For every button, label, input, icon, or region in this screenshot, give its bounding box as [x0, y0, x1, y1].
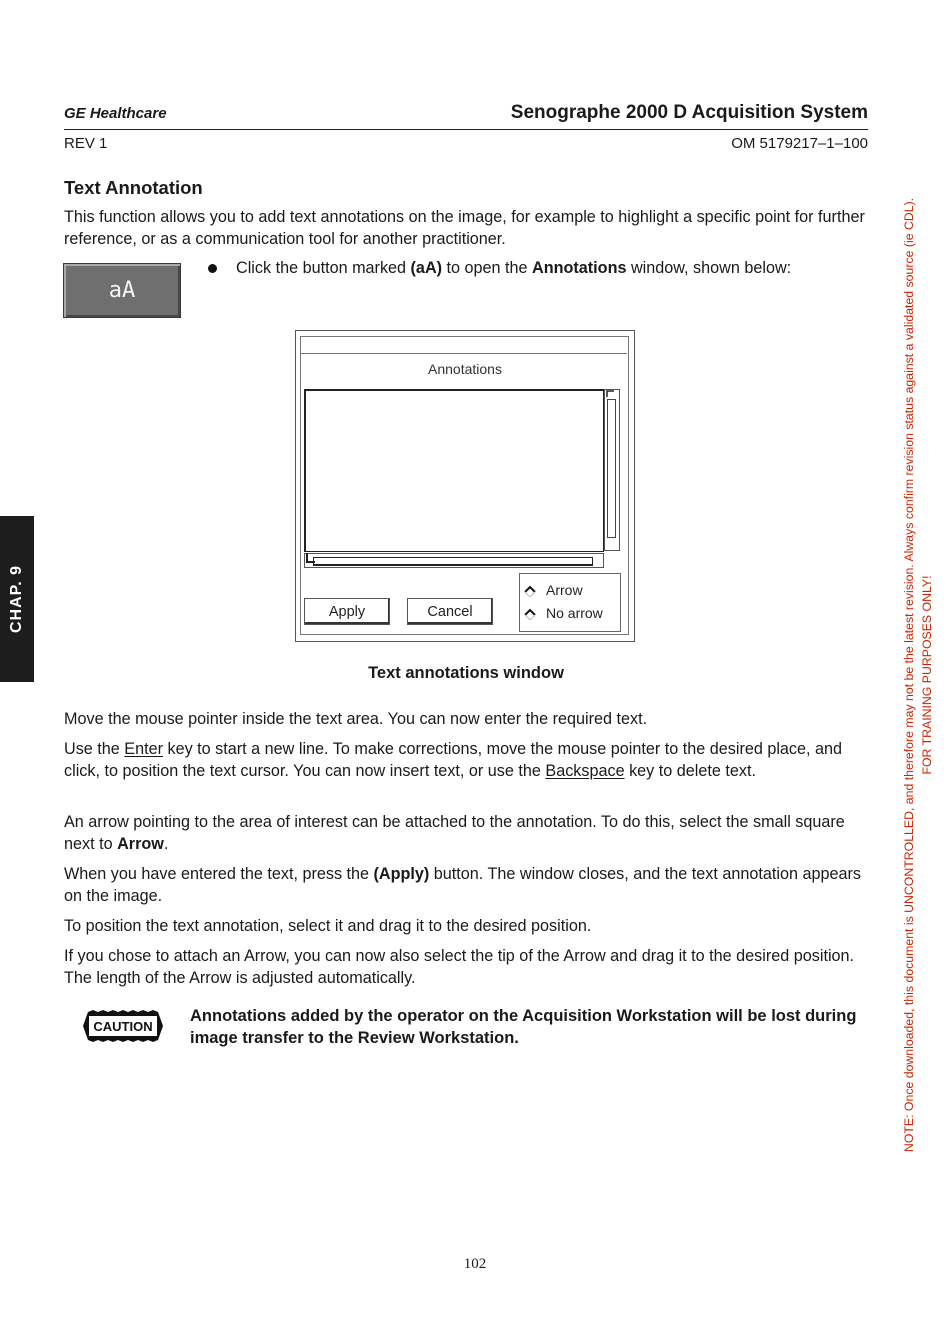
radio-diamond-icon[interactable]	[524, 584, 536, 596]
arrow-option-label: Arrow	[546, 582, 583, 598]
paragraph-apply: When you have entered the text, press the (Apply) button. The window closes, and the text annotation appears on the image.	[64, 865, 861, 905]
scroll-left-arrow-icon[interactable]	[306, 552, 316, 566]
paragraph-arrow: An arrow pointing to the area of interest can be attached to the annotation. To do this, select the small square next to Arrow.	[64, 813, 845, 853]
no-arrow-radio-option[interactable]	[524, 605, 603, 621]
side-note-line1: NOTE: Once downloaded, this document is UNCONTROLLED, and therefore may not be the latest revision. Always confirm revision status against a validated source (ie CDL).	[902, 197, 916, 1153]
annotations-window-title: Annotations	[428, 361, 502, 377]
aa-button-illustration: aA	[63, 263, 181, 318]
paragraph-enter-text: Move the mouse pointer inside the text area. You can now enter the required text.	[64, 710, 648, 728]
paragraph-position: To position the text annotation, select it and drag it to the desired position.	[64, 917, 592, 935]
header-revision: REV 1	[64, 135, 108, 152]
header-company: GE Healthcare	[64, 105, 167, 122]
vertical-scrollbar-thumb[interactable]	[607, 399, 616, 538]
uncontrolled-document-note	[900, 198, 936, 1152]
header-system-title: Senographe 2000 D Acquisition System	[510, 102, 868, 123]
bullet-icon	[208, 264, 217, 273]
radio-diamond-icon[interactable]	[524, 607, 536, 619]
caution-text: Annotations added by the operator on the Acquisition Workstation will be lost during image transfer to the Review Workstation.	[190, 1007, 857, 1047]
no-arrow-option-label: No arrow	[546, 605, 603, 621]
chapter-tab-label: CHAP. 9	[8, 564, 25, 634]
apply-button[interactable]: Apply	[304, 598, 390, 625]
page-number: 102	[463, 1256, 487, 1272]
caution-icon	[80, 1008, 166, 1044]
header-document-number: OM 5179217–1–100	[731, 135, 868, 152]
intro-paragraph: This function allows you to add text annotations on the image, for example to highlight a specific point for further reference, or as a communication tool for another practitioner.	[64, 208, 865, 248]
header-rule	[64, 129, 868, 130]
paragraph-arrow-tip: If you chose to attach an Arrow, you can now also select the tip of the Arrow and drag it to the desired position. The length of the Arrow is adjusted automatically.	[64, 947, 855, 987]
cancel-button[interactable]: Cancel	[407, 598, 493, 625]
section-title: Text Annotation	[64, 177, 203, 198]
annotations-window-titlebar	[301, 337, 627, 354]
bullet-instruction: Click the button marked (aA) to open the Annotations window, shown below:	[236, 259, 792, 277]
scroll-up-arrow-icon[interactable]	[606, 390, 615, 400]
paragraph-corrections: Use the Enter key to start a new line. To make corrections, move the mouse pointer to the desired place, and click, to position the text cursor. You can now insert text, or use the Backspace key to delete text.	[64, 740, 843, 780]
side-note-line2: FOR TRAINING PURPOSES ONLY!	[920, 575, 934, 775]
horizontal-scrollbar-thumb[interactable]	[313, 557, 593, 566]
caution-icon-label: CAUTION	[93, 1019, 153, 1034]
annotation-text-area[interactable]	[304, 389, 604, 552]
figure-caption: Text annotations window	[368, 664, 564, 682]
arrow-radio-option[interactable]	[524, 582, 583, 598]
